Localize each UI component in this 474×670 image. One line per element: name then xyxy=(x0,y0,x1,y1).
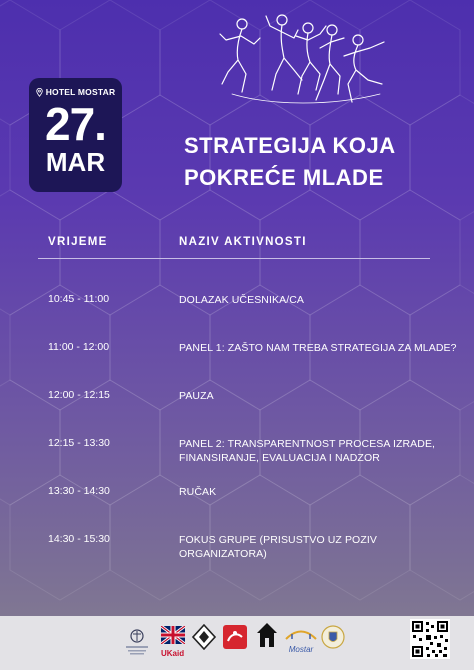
venue-text: HOTEL MOSTAR xyxy=(45,87,116,97)
ukaid-logo xyxy=(161,626,185,659)
red-organization-logo xyxy=(222,624,248,652)
venue-label xyxy=(29,87,122,97)
qr-code[interactable] xyxy=(410,619,450,659)
schedule-activity: DOLAZAK UČESNIKA/CA xyxy=(179,294,305,306)
schedule-time: 12:00 - 12:15 xyxy=(48,389,110,401)
schedule-activity: FOKUS GRUPE (PRISUSTVO UZ POZIV ORGANIZATORA) xyxy=(179,534,377,560)
location-pin-icon xyxy=(36,88,43,97)
schedule-time: 12:15 - 13:30 xyxy=(48,437,110,449)
date-card xyxy=(29,78,122,192)
union-flag-icon xyxy=(161,626,185,644)
schedule-activity: PAUZA xyxy=(179,390,214,402)
bridge-icon xyxy=(284,626,318,640)
column-header-activity: NAZIV AKTIVNOSTI xyxy=(179,236,307,248)
date-month: MAR xyxy=(45,147,106,177)
diamond-emblem-logo xyxy=(192,624,216,650)
schedule-time: 10:45 - 11:00 xyxy=(48,293,110,305)
schedule-activity: RUČAK xyxy=(179,486,217,498)
schedule-activity: PANEL 1: ZAŠTO NAM TREBA STRATEGIJA ZA MLADE? xyxy=(179,342,457,354)
mostar-city-logo xyxy=(284,626,318,655)
event-title xyxy=(184,130,396,194)
mostar-text: Mostar xyxy=(288,645,314,654)
date-day: 27. xyxy=(45,98,106,150)
header-divider xyxy=(38,258,430,259)
schedule-time: 11:00 - 12:00 xyxy=(48,341,110,353)
title-line-2: POKREĆE MLADE xyxy=(184,165,384,190)
schedule-time: 13:30 - 14:30 xyxy=(48,485,110,497)
sponsor-footer xyxy=(0,616,474,670)
column-header-time: VRIJEME xyxy=(48,236,108,248)
coat-of-arms-logo xyxy=(321,624,345,650)
schedule-time: 14:30 - 15:30 xyxy=(48,533,110,545)
ukaid-text: UKaid xyxy=(161,649,185,658)
house-logo xyxy=(256,622,278,648)
british-embassy-logo xyxy=(122,626,152,660)
running-people-illustration xyxy=(212,10,392,110)
title-line-1: STRATEGIJA KOJA xyxy=(184,133,396,158)
schedule-activity: PANEL 2: TRANSPARENTNOST PROCESA IZRADE, FINANSIRANJE, EVALUACIJA I NADZOR xyxy=(179,438,436,464)
